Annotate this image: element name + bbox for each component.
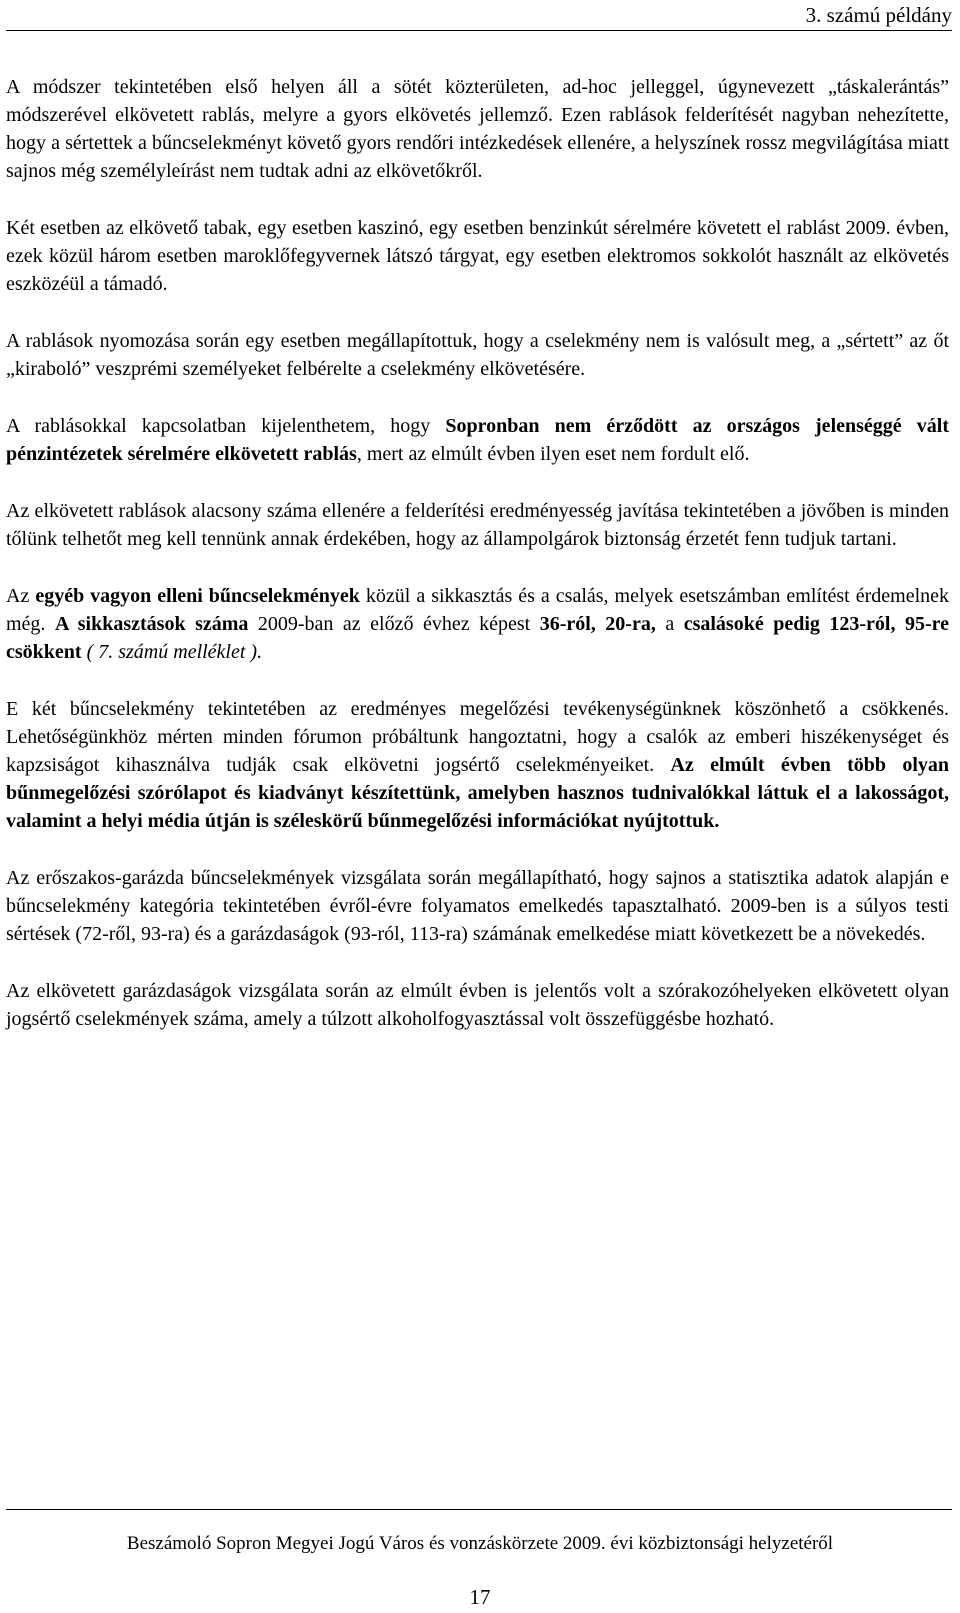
paragraph-2 bbox=[6, 214, 949, 298]
page-number: 17 bbox=[469, 1585, 491, 1609]
text-run: Az elkövetett rablások alacsony száma ellenére a felderítési eredményesség javítása tekintetében a jövőben is minden tőlünk telhetőt meg kell tennünk annak érdekében, hogy az állampolgárok biztonság érzetét fenn tudjuk tartani. bbox=[6, 500, 949, 550]
text-run: közül a sikkasztás és a csalás, melyek esetszámban említést érdemelnek még. bbox=[6, 585, 949, 635]
text-run: A rablásokkal kapcsolatban kijelenthetem, hogy bbox=[6, 415, 446, 437]
text-run: , mert az elmúlt évben ilyen eset nem fordult elő. bbox=[356, 443, 750, 465]
text-run: 36-ról, 20-ra, bbox=[539, 613, 656, 635]
text-run: Két esetben az elkövető tabak, egy esetben kaszinó, egy esetben benzinkút sérelmére követett el rablást 2009. évben, ezek közül három esetben maroklőfegyvernek látszó tárgyat, egy esetben elektromos sokkolót használt az elkövetés eszközéül a támadó. bbox=[6, 217, 949, 295]
paragraph-3 bbox=[6, 327, 949, 383]
header-divider bbox=[6, 30, 952, 31]
text-run: csalásoké pedig 123-ról, 95-re csökkent bbox=[6, 613, 950, 663]
text-run: ( 7. számú melléklet ). bbox=[86, 641, 263, 663]
report-title: Beszámoló Sopron Megyei Jogú Város és vonzáskörzete 2009. évi közbiztonsági helyzetéről bbox=[126, 1533, 834, 1554]
footer-divider bbox=[6, 1509, 952, 1510]
text-run: Az elkövetett garázdaságok vizsgálata során az elmúlt évben is jelentős volt a szórakozóhelyeken elkövetett olyan jogsértő cselekmények száma, amely a túlzott alkoholfogyasztással volt összefüggésbe hozható. bbox=[6, 980, 949, 1030]
paragraph-8 bbox=[6, 864, 949, 948]
paragraph-7 bbox=[6, 695, 949, 835]
text-run: Az erőszakos-garázda bűncselekmények vizsgálata során megállapítható, hogy sajnos a statisztika adatok alapján e bűncselekmény kategória tekintetében évről-évre folyamatos emelkedés tapasztalható. 2009-ben is a súlyos testi sértések (72-ről, 93-ra) és a garázdaságok (93-ról, 113-ra) számának emelkedése miatt következett be a növekedés. bbox=[6, 867, 949, 945]
text-run: A sikkasztások száma bbox=[54, 613, 249, 635]
text-run: Az bbox=[6, 585, 36, 607]
text-run: A rablások nyomozása során egy esetben megállapítottuk, hogy a cselekmény nem is valósult meg, a „sértett” az őt „kiraboló” veszprémi személyeket felbérelte a cselekmény elkövetésére. bbox=[6, 330, 949, 380]
text-run: Az elmúlt évben több olyan bűnmegelőzési szórólapot és kiadványt készítettünk, amelyben hasznos tudnivalókkal láttuk el a lakosságot, valamint a helyi média útján is széleskörű bűnmegelőzési információkat nyújtottuk. bbox=[6, 754, 950, 832]
paragraph-9 bbox=[6, 977, 949, 1033]
text-run: Sopronban nem érződött az országos jelenséggé vált pénzintézetek sérelmére elkövetett rablás bbox=[6, 415, 949, 465]
document-body bbox=[6, 73, 949, 1062]
paragraph-6 bbox=[6, 582, 949, 666]
text-run: 2009-ban az előző évhez képest bbox=[248, 613, 540, 635]
paragraph-5 bbox=[6, 497, 949, 553]
text-run: A módszer tekintetében első helyen áll a sötét közterületen, ad-hoc jelleggel, úgynevezett „táskalerántás” módszerével elkövetett rablás, melyre a gyors elkövetés jellemző. Ezen rablások felderítését nagyban nehezítette, hogy a sértettek a bűncselekményt követő gyors rendőri intézkedések ellenére, a helyszínek rossz megvilágítása miatt sajnos még személyleírást nem tudtak adni az elkövetőkről. bbox=[6, 76, 949, 182]
text-run: egyéb vagyon elleni bűncselekmények bbox=[35, 585, 360, 607]
paragraph-4 bbox=[6, 412, 949, 468]
text-run: E két bűncselekmény tekintetében az eredményes megelőzési tevékenységünknek köszönhető a csökkenés. Lehetőségünkhöz mérten minden fórumon próbáltunk hangoztatni, hogy a csalók az emberi hiszékenységet és kapzsiságot kihasználva tudják csak elkövetni jogsértő cselekményeiket. bbox=[6, 698, 949, 776]
paragraph-1 bbox=[6, 73, 949, 185]
text-run: a bbox=[655, 613, 684, 635]
copy-number-label: 3. számú példány bbox=[805, 3, 952, 27]
